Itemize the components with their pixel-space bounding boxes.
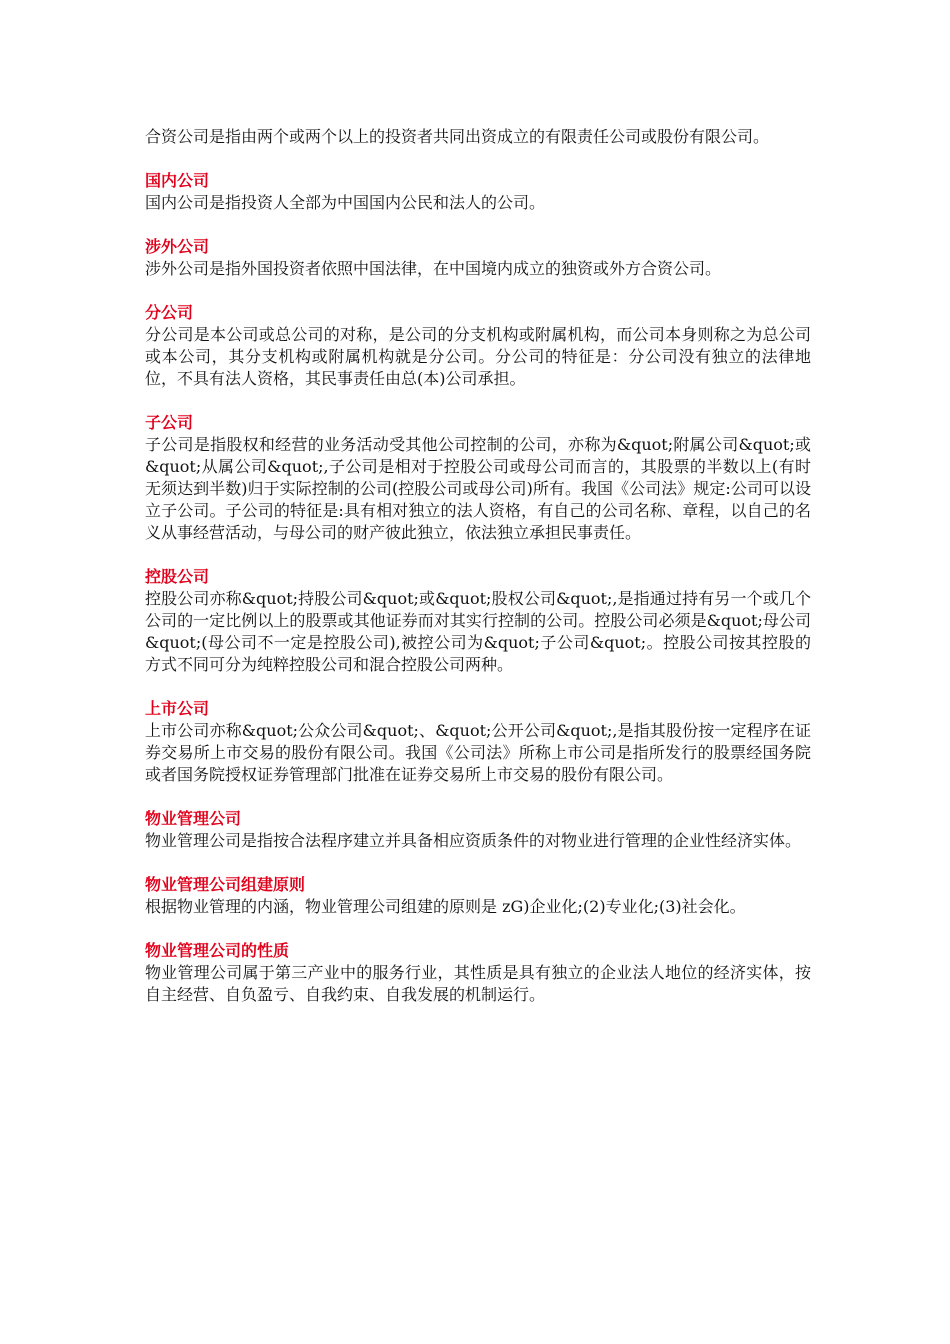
section-branch-company (145, 302, 811, 390)
section-heading: 物业管理公司组建原则 (145, 875, 306, 894)
section-body: 根据物业管理的内涵，物业管理公司组建的原则是 zG)企业化;(2)专业化;(3)社会化。 (145, 897, 746, 916)
section-nature (145, 940, 811, 1006)
section-body: 上市公司亦称&quot;公众公司&quot;、&quot;公开公司&quot;,是指其股份按一定程序在证券交易所上市交易的股份有限公司。我国《公司法》所称上市公司是指所发行的股票经国务院或者国务院授权证券管理部门批准在证券交易所上市交易的股份有限公司。 (145, 721, 811, 784)
section-holding-company (145, 566, 811, 676)
section-foreign-related-company (145, 236, 811, 280)
section-body: 物业管理公司属于第三产业中的服务行业，其性质是具有独立的企业法人地位的经济实体，按自主经营、自负盈亏、自我约束、自我发展的机制运行。 (145, 963, 811, 1004)
intro-paragraph: 合资公司是指由两个或两个以上的投资者共同出资成立的有限责任公司或股份有限公司。 (145, 127, 770, 146)
document-page (145, 126, 811, 1006)
section-heading: 国内公司 (145, 171, 210, 190)
section-heading: 分公司 (145, 303, 194, 322)
section-subsidiary (145, 412, 811, 544)
section-body: 控股公司亦称&quot;持股公司&quot;或&quot;股权公司&quot;,是指通过持有另一个或几个公司的一定比例以上的股票或其他证券而对其实行控制的公司。控股公司必须是&quot;母公司&quot;(母公司不一定是控股公司),被控公司为&quot;子公司&quot;。控股公司按其控股的方式不同可分为纯粹控股公司和混合控股公司两种。 (145, 589, 811, 674)
section-body: 物业管理公司是指按合法程序建立并具备相应资质条件的对物业进行管理的企业性经济实体。 (145, 831, 802, 850)
section-body: 子公司是指股权和经营的业务活动受其他公司控制的公司，亦称为&quot;附属公司&quot;或&quot;从属公司&quot;,子公司是相对于控股公司或母公司而言的，其股票的半数以上(有时无须达到半数)归于实际控制的公司(控股公司或母公司)所有。我国《公司法》规定:公司可以设立子公司。子公司的特征是:具有相对独立的法人资格，有自己的公司名称、章程，以自己的名义从事经营活动，与母公司的财产彼此独立，依法独立承担民事责任。 (145, 435, 811, 542)
section-heading: 物业管理公司的性质 (145, 941, 290, 960)
section-listed-company (145, 698, 811, 786)
section-property-management-company (145, 808, 811, 852)
section-domestic-company (145, 170, 811, 214)
section-formation-principles (145, 874, 811, 918)
section-heading: 上市公司 (145, 699, 210, 718)
section-heading: 控股公司 (145, 567, 210, 586)
section-heading: 子公司 (145, 413, 194, 432)
section-body: 国内公司是指投资人全部为中国国内公民和法人的公司。 (145, 193, 546, 212)
section-body: 涉外公司是指外国投资者依照中国法律，在中国境内成立的独资或外方合资公司。 (145, 259, 722, 278)
section-body: 分公司是本公司或总公司的对称，是公司的分支机构或附属机构，而公司本身则称之为总公司或本公司，其分支机构或附属机构就是分公司。分公司的特征是：分公司没有独立的法律地位，不具有法人资格，其民事责任由总(本)公司承担。 (145, 325, 811, 388)
section-heading: 涉外公司 (145, 237, 210, 256)
section-heading: 物业管理公司 (145, 809, 242, 828)
